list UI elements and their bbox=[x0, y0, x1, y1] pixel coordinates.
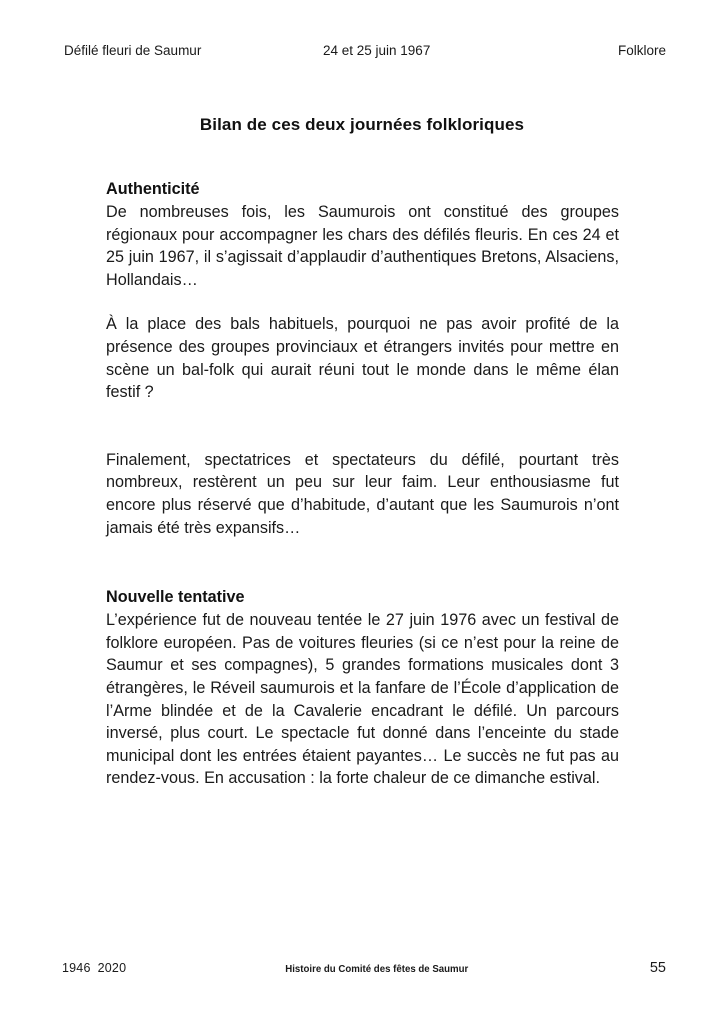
footer-book-title: Histoire du Comité des fêtes de Saumur bbox=[285, 963, 469, 975]
footer-page-number: 55 bbox=[649, 960, 666, 976]
paragraph-authenticite-1: De nombreuses fois, les Saumurois ont constitué des groupes régionaux pour accompagner les chars des défilés fleuris. En ces 24 et 25 juin 1967, il s’agissait d’applaudir d’authentiques Bretons, Alsaciens, Hollandais… bbox=[106, 203, 619, 289]
section-spacer bbox=[106, 539, 619, 587]
header-left-text: Défilé fleuri de Saumur bbox=[64, 43, 202, 58]
paragraph-spacer bbox=[106, 404, 619, 449]
document-body bbox=[106, 179, 619, 790]
header-center-date: 24 et 25 juin 1967 bbox=[322, 43, 431, 58]
page-title: Bilan de ces deux journées folkloriques bbox=[199, 115, 525, 135]
paragraph-nouvelle-tentative-1: L’expérience fut de nouveau tentée le 27 juin 1976 avec un festival de folklore européen. Pas de voitures fleuries (si ce n’est pour la reine de Saumur et ses compagnes), 5 grandes formations musicales dont 3 étrangères, le Réveil saumurois et la fanfare de l’École d’application de l’Arme blindée et de la Cavalerie encadrant le défilé. Un parcours inversé, plus court. Le spectacle fut donné dans l’enceinte du stade municipal dont les entrées étaient payantes… Le succès ne fut pas au rendez-vous. En accusation : la forte chaleur de ce dimanche estival. bbox=[106, 611, 619, 788]
paragraph-authenticite-2: À la place des bals habituels, pourquoi ne pas avoir profité de la présence des groupes provinciaux et étrangers invités pour mettre en scène un bal-folk qui aurait réuni tout le monde dans le même élan festif ? bbox=[106, 315, 619, 402]
header-right-category: Folklore bbox=[617, 43, 666, 58]
section-heading-nouvelle-tentative: Nouvelle tentative bbox=[106, 588, 245, 607]
page-footer bbox=[62, 960, 666, 978]
paragraph-authenticite-3: Finalement, spectatrices et spectateurs du défilé, pourtant très nombreux, restèrent un peu sur leur faim. Leur enthousiasme fut encore plus réservé que d’habitude, d’autant que les Saumurois n’ont jamais été très expansifs… bbox=[106, 450, 619, 537]
running-header bbox=[64, 42, 666, 62]
footer-year-range bbox=[62, 961, 126, 975]
footer-year-start: 1946 bbox=[62, 961, 91, 975]
paragraph-spacer bbox=[106, 291, 619, 313]
section-heading-authenticite: Authenticité bbox=[106, 180, 200, 198]
footer-year-end: 2020 bbox=[97, 961, 127, 975]
